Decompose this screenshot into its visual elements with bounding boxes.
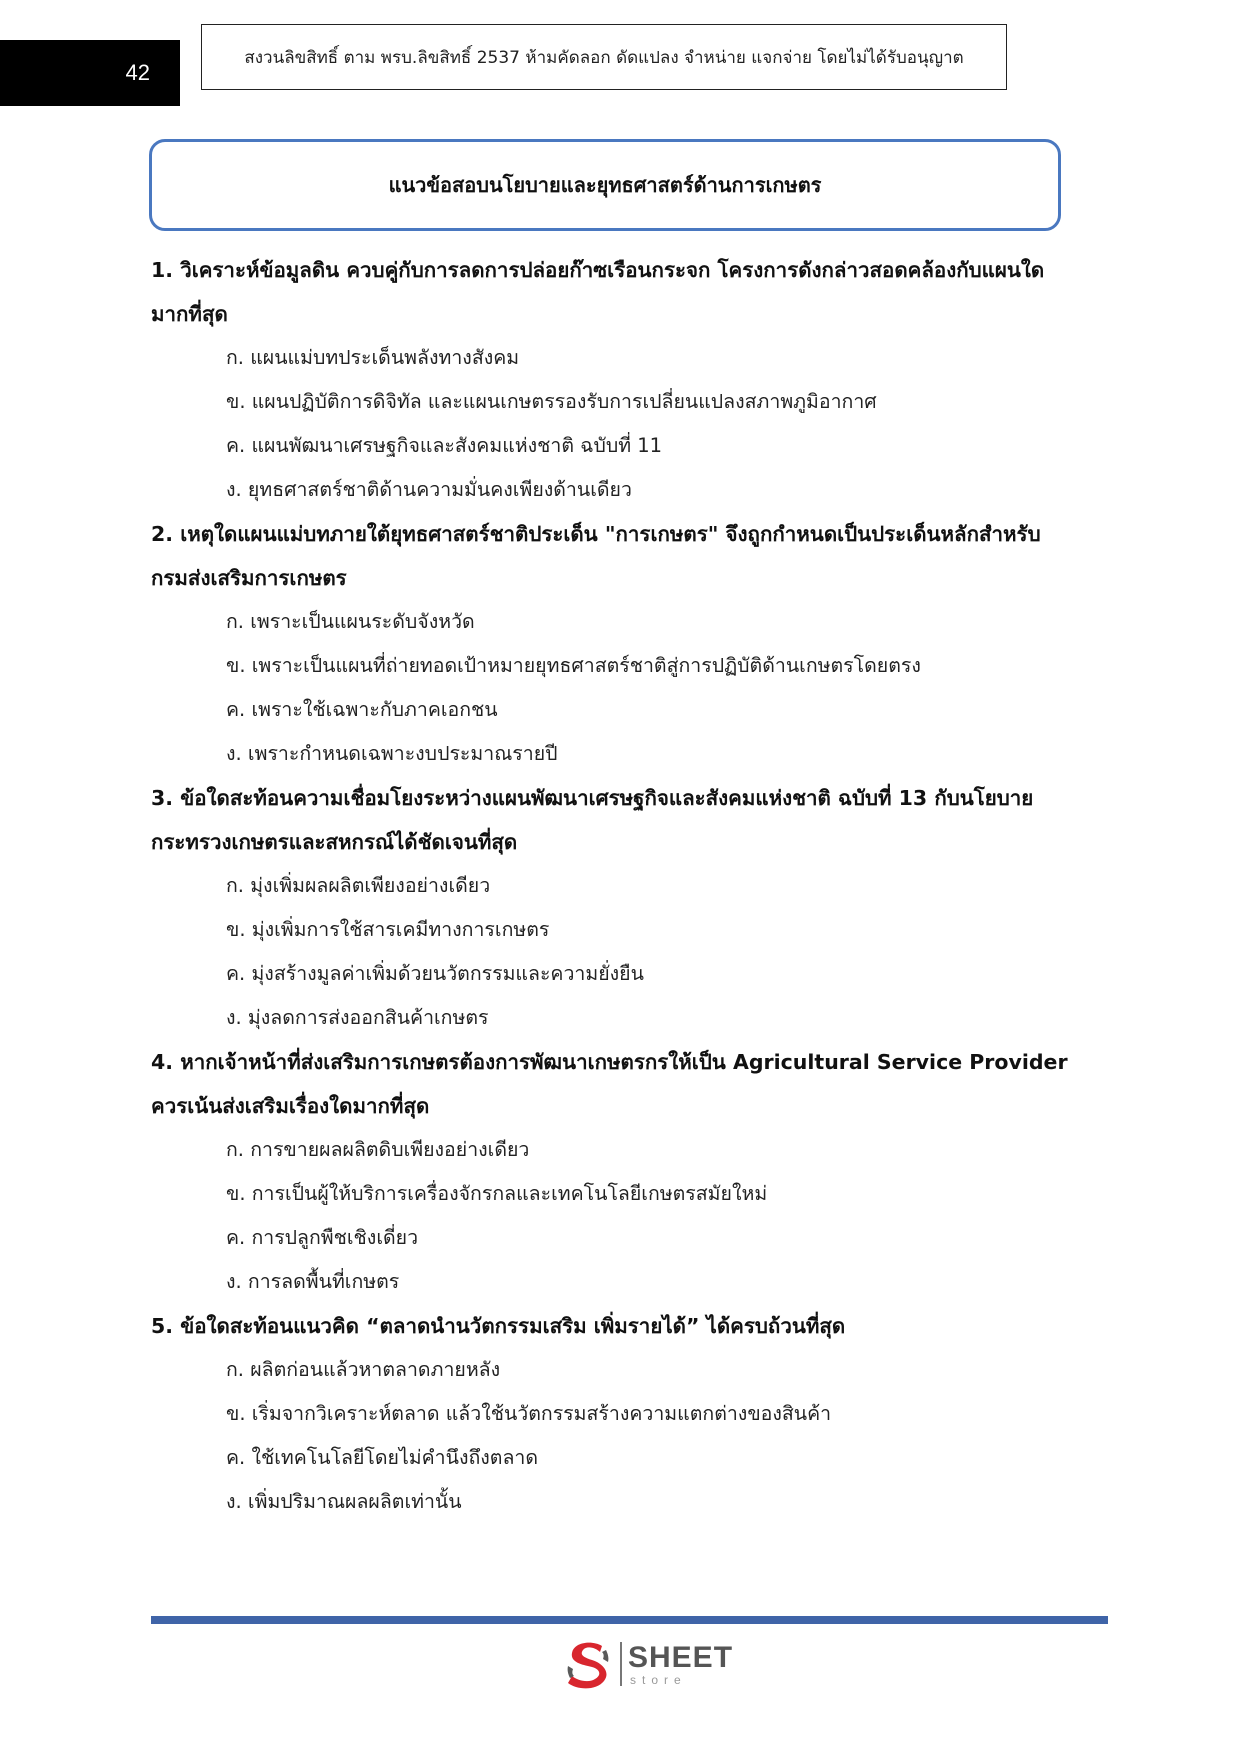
- answer-option: ก. ผลิตก่อนแล้วหาตลาดภายหลัง: [226, 1358, 501, 1381]
- answer-option: ข. แผนปฏิบัติการดิจิทัล และแผนเกษตรรองรับการเปลี่ยนแปลงสภาพภูมิอากาศ: [226, 390, 877, 413]
- question-text: 3. ข้อใดสะท้อนความเชื่อมโยงระหว่างแผนพัฒนาเศรษฐกิจและสังคมแห่งชาติ ฉบับที่ 13 กับนโยบายกระทรวงเกษตรและสหกรณ์ได้ชัดเจนที่สุด: [151, 786, 1034, 854]
- answer-option: ค. มุ่งสร้างมูลค่าเพิ่มด้วยนวัตกรรมและความยั่งยืน: [226, 962, 644, 985]
- logo-separator: [620, 1642, 622, 1686]
- question-text: 4. หากเจ้าหน้าที่ส่งเสริมการเกษตรต้องการพัฒนาเกษตรกรให้เป็น Agricultural Service Provider ควรเน้นส่งเสริมเรื่องใดมากที่สุด: [151, 1050, 1068, 1118]
- answer-option: ค. เพราะใช้เฉพาะกับภาคเอกชน: [226, 698, 498, 721]
- section-title: แนวข้อสอบนโยบายและยุทธศาสตร์ด้านการเกษตร: [388, 173, 822, 197]
- logo-subword: store: [630, 1672, 687, 1687]
- answer-option: ข. การเป็นผู้ให้บริการเครื่องจักรกลและเทคโนโลยีเกษตรสมัยใหม่: [226, 1182, 768, 1205]
- page-number: 42: [125, 60, 150, 85]
- question-list: [151, 248, 1071, 1524]
- answer-option: ก. แผนแม่บทประเด็นพลังทางสังคม: [226, 346, 520, 369]
- logo-word: SHEET: [628, 1640, 734, 1674]
- answer-option: ค. แผนพัฒนาเศรษฐกิจและสังคมแห่งชาติ ฉบับที่ 11: [226, 434, 663, 457]
- sheet-store-logo-icon: [562, 1638, 614, 1690]
- question-item: [151, 1304, 1071, 1524]
- question-text: 1. วิเคราะห์ข้อมูลดิน ควบคู่กับการลดการปล่อยก๊าซเรือนกระจก โครงการดังกล่าวสอดคล้องกับแผนใดมากที่สุด: [151, 258, 1045, 326]
- answer-option: ก. มุ่งเพิ่มผลผลิตเพียงอย่างเดียว: [226, 874, 491, 897]
- footer-divider: [151, 1616, 1108, 1624]
- question-item: [151, 776, 1071, 1040]
- question-item: [151, 248, 1071, 512]
- answer-option: ข. เพราะเป็นแผนที่ถ่ายทอดเป้าหมายยุทธศาสตร์ชาติสู่การปฏิบัติด้านเกษตรโดยตรง: [226, 654, 921, 677]
- section-title-box: [149, 139, 1061, 231]
- answer-option: ข. มุ่งเพิ่มการใช้สารเคมีทางการเกษตร: [226, 918, 550, 941]
- logo-wordmark: [628, 1640, 734, 1687]
- page-number-block: [0, 40, 180, 106]
- answer-option: ง. เพิ่มปริมาณผลผลิตเท่านั้น: [226, 1490, 462, 1513]
- answer-option: ก. การขายผลผลิตดิบเพียงอย่างเดียว: [226, 1138, 530, 1161]
- answer-option: ค. การปลูกพืชเชิงเดี่ยว: [226, 1226, 419, 1249]
- answer-option: ง. ยุทธศาสตร์ชาติด้านความมั่นคงเพียงด้านเดียว: [226, 478, 632, 501]
- question-item: [151, 512, 1071, 776]
- answer-option: ง. การลดพื้นที่เกษตร: [226, 1270, 400, 1293]
- question-text: 2. เหตุใดแผนแม่บทภายใต้ยุทธศาสตร์ชาติประเด็น "การเกษตร" จึงถูกกำหนดเป็นประเด็นหลักสำหรับกรมส่งเสริมการเกษตร: [151, 522, 1041, 590]
- question-item: [151, 1040, 1071, 1304]
- answer-option: ก. เพราะเป็นแผนระดับจังหวัด: [226, 610, 475, 633]
- copyright-notice: สงวนลิขสิทธิ์ ตาม พรบ.ลิขสิทธิ์ 2537 ห้ามคัดลอก ดัดแปลง จำหน่าย แจกจ่าย โดยไม่ได้รับอนุญาต: [201, 24, 1007, 90]
- answer-option: ง. เพราะกำหนดเฉพาะงบประมาณรายปี: [226, 742, 558, 765]
- answer-option: ค. ใช้เทคโนโลยีโดยไม่คำนึงถึงตลาด: [226, 1446, 539, 1469]
- question-text: 5. ข้อใดสะท้อนแนวคิด “ตลาดนำนวัตกรรมเสริม เพิ่มรายได้” ได้ครบถ้วนที่สุด: [151, 1314, 846, 1338]
- answer-option: ข. เริ่มจากวิเคราะห์ตลาด แล้วใช้นวัตกรรมสร้างความแตกต่างของสินค้า: [226, 1402, 832, 1425]
- answer-option: ง. มุ่งลดการส่งออกสินค้าเกษตร: [226, 1006, 489, 1029]
- sheet-store-logo: [562, 1635, 742, 1693]
